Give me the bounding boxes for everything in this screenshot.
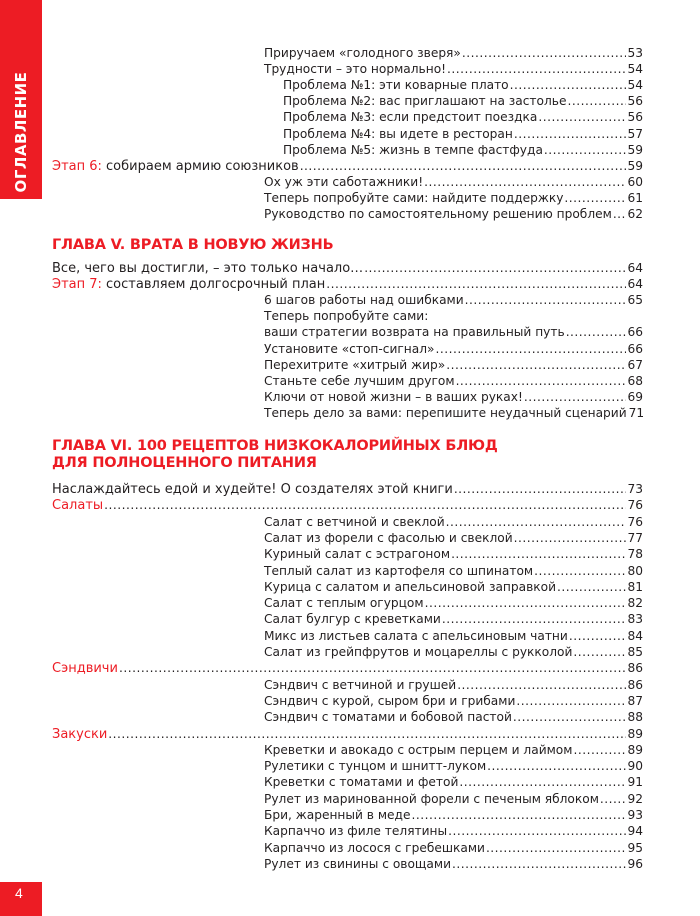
toc-entry-page: 88 — [627, 710, 643, 725]
toc-entry-title — [52, 482, 453, 498]
toc-entry[interactable] — [52, 726, 643, 743]
dot-leader — [567, 93, 626, 109]
toc-entry-title — [264, 389, 523, 405]
dot-leader — [435, 341, 626, 357]
toc-entry-text: Рулетики с тунцом и шнитт-луком — [264, 759, 487, 774]
toc-entry-title — [264, 206, 612, 222]
toc-entry-text: Курица с салатом и апельсиновой заправкой — [264, 579, 557, 594]
toc-entry[interactable] — [264, 563, 643, 579]
toc-entry-page: 93 — [627, 808, 643, 822]
dot-leader — [513, 709, 627, 725]
dot-leader — [451, 546, 626, 562]
toc-entry[interactable] — [264, 389, 643, 405]
toc-entry[interactable] — [264, 774, 643, 790]
toc-entry[interactable] — [283, 142, 643, 158]
toc-entry-text: Трудности – это нормально! — [264, 62, 447, 77]
toc-entry-text: Проблема №2: вас приглашают на застолье — [283, 94, 567, 109]
dot-leader — [447, 61, 626, 77]
dot-leader — [569, 628, 627, 644]
dot-leader — [534, 563, 626, 579]
toc-entry[interactable] — [264, 206, 643, 222]
toc-entry-title — [264, 579, 556, 595]
toc-entry-title — [264, 373, 455, 389]
toc-entry-text: Сэндвич с курой, сыром бри и грибами — [264, 693, 516, 708]
toc-entry[interactable] — [283, 77, 643, 93]
toc-entry-page: 64 — [627, 277, 643, 292]
toc-entry-title — [264, 709, 512, 725]
toc-entry-page: 89 — [627, 726, 643, 741]
toc-entry[interactable] — [264, 791, 643, 807]
dot-leader — [457, 677, 626, 693]
toc-entry-page: 56 — [627, 94, 643, 109]
dot-leader — [424, 174, 626, 190]
toc-entry-text: Бри, жаренный в меде — [264, 808, 411, 822]
toc-entry-title — [264, 357, 445, 373]
toc-entry-title — [264, 758, 486, 774]
toc-entry-page: 62 — [627, 207, 643, 221]
toc-entry[interactable] — [264, 628, 643, 644]
toc-entry[interactable] — [264, 514, 643, 530]
toc-entry-text: Ох уж эти саботажники! — [264, 174, 424, 189]
dot-leader — [600, 791, 627, 807]
toc-entry-text: Ключи от новой жизни – в ваших руках! — [264, 389, 523, 404]
toc-entry-page: 92 — [627, 791, 643, 806]
toc-entry-text: Руководство по самостоятельному решению проблем — [264, 207, 612, 221]
toc-entry-label: Салаты — [52, 498, 104, 514]
toc-entry-text: Теперь попробуйте сами: — [264, 309, 429, 324]
toc-entry[interactable] — [283, 93, 643, 109]
toc-entry-text: Теплый салат из картофеля со шпинатом — [264, 563, 534, 578]
toc-entry-page: 90 — [627, 759, 643, 774]
toc-entry[interactable] — [264, 709, 643, 725]
toc-entry-page: 94 — [627, 824, 643, 839]
toc-entry-page: 76 — [627, 514, 643, 529]
toc-entry-text: Проблема №3: если предстоит поездка — [283, 110, 538, 125]
toc-entry-text: Проблема №1: эти коварные плато — [283, 78, 509, 93]
dot-leader — [446, 514, 627, 530]
toc-entry-page: 91 — [627, 775, 643, 790]
toc-entry-page: 66 — [627, 341, 643, 356]
dot-leader — [300, 158, 627, 174]
toc-entry[interactable] — [264, 324, 643, 340]
toc-entry-title — [264, 823, 447, 839]
toc-entry-title — [283, 93, 566, 109]
toc-entry[interactable] — [264, 45, 643, 61]
toc-entry-page: 96 — [627, 856, 643, 871]
toc-entry[interactable] — [264, 190, 643, 206]
toc-entry-title — [52, 661, 118, 677]
toc-entry-text: Креветки и авокадо с острым перцем и лаймом — [264, 742, 573, 757]
toc-entry-title — [264, 807, 410, 823]
toc-entry[interactable] — [264, 693, 643, 709]
toc-entry-page: 56 — [627, 110, 643, 125]
toc-entry-text: Микс из листьев салата с апельсиновым чатни — [264, 628, 568, 643]
toc-entry[interactable] — [283, 109, 643, 125]
toc-entry[interactable] — [52, 660, 643, 677]
toc-entry-page: 87 — [627, 693, 643, 708]
dot-leader — [487, 758, 626, 774]
toc-entry-title — [264, 174, 423, 190]
toc-entry-title — [264, 530, 513, 546]
toc-entry-title — [264, 563, 533, 579]
toc-entry[interactable] — [264, 840, 643, 856]
toc-entry-text: Салат булгур с креветками — [264, 612, 441, 627]
dot-leader — [514, 126, 627, 142]
toc-entry-text: Теперь попробуйте сами: найдите поддержку — [264, 190, 564, 205]
toc-entry-page: 68 — [627, 373, 643, 388]
dot-leader — [462, 45, 627, 61]
toc-entry-title — [264, 774, 458, 790]
toc-entry-title — [264, 742, 572, 758]
toc-entry-page: 83 — [627, 612, 643, 627]
chapter5-title: ГЛАВА V. ВРАТА В НОВУЮ ЖИЗНЬ — [52, 237, 334, 253]
toc-entry-title — [264, 546, 450, 562]
toc-entry-label: Закуски — [52, 726, 108, 742]
dot-leader — [411, 807, 626, 823]
dot-leader — [108, 726, 626, 742]
toc-entry-page: 77 — [627, 530, 643, 545]
dot-leader — [104, 497, 626, 513]
toc-entry-text: Наслаждайтесь едой и худейте! О создателях этой книги — [52, 482, 453, 497]
toc-entry[interactable] — [264, 595, 643, 611]
toc-entry-page: 54 — [627, 78, 643, 93]
toc-entry[interactable] — [52, 276, 643, 293]
toc-entry[interactable] — [264, 174, 643, 190]
toc-entry[interactable] — [264, 308, 643, 324]
toc-entry[interactable] — [264, 742, 643, 758]
page-number: 4 — [15, 885, 23, 901]
dot-leader — [425, 595, 627, 611]
toc-entry-text: составляем долгосрочный план — [101, 277, 326, 293]
toc-entry[interactable] — [264, 644, 643, 660]
toc-entry-title — [264, 292, 464, 308]
toc-entry-title — [264, 644, 572, 660]
toc-entry-title — [264, 514, 445, 530]
toc-entry-text: Проблема №5: жизнь в темпе фастфуда — [283, 142, 543, 157]
toc-entry-page: 95 — [627, 840, 643, 855]
toc-entry-title — [283, 142, 543, 158]
toc-entry-page: 76 — [627, 498, 643, 513]
dot-leader — [538, 109, 626, 125]
toc-entry-title — [264, 324, 565, 340]
toc-entry-text: Все, чего вы достигли, – это только начало… — [52, 261, 364, 276]
toc-entry-title — [283, 77, 509, 93]
toc-entry[interactable] — [264, 546, 643, 562]
toc-entry-text: Перехитрите «хитрый жир» — [264, 357, 446, 372]
toc-entry-page: 64 — [627, 261, 643, 275]
toc-entry-page: 57 — [627, 126, 643, 141]
dot-leader — [524, 389, 627, 405]
toc-entry-title — [264, 595, 424, 611]
toc-entry-title — [52, 727, 107, 743]
toc-entry-title — [52, 277, 325, 293]
toc-entry-page: 61 — [627, 190, 643, 205]
toc-entry-text: Сэндвич с ветчиной и грушей — [264, 677, 457, 692]
toc-entry-title — [264, 45, 461, 61]
toc-entry-page: 59 — [627, 142, 643, 157]
toc-entry-text: Приручаем «голодного зверя» — [264, 46, 461, 60]
toc-entry[interactable] — [264, 357, 643, 373]
toc-entry-page: 60 — [627, 174, 643, 189]
dot-leader — [456, 373, 627, 389]
toc-entry-title — [264, 628, 568, 644]
toc-entry-text: Рулет из свинины с овощами — [264, 856, 451, 871]
toc-entry-page: 73 — [627, 482, 643, 496]
section-tab — [0, 0, 42, 199]
toc-entry[interactable] — [264, 856, 643, 872]
dot-leader — [557, 579, 626, 595]
toc-entry-page: 89 — [627, 742, 643, 757]
dot-leader — [119, 660, 627, 676]
toc-entry-title — [264, 791, 599, 807]
dot-leader — [448, 823, 626, 839]
toc-entry-page: 65 — [627, 293, 643, 308]
toc-entry-title — [264, 677, 456, 693]
toc-entry-text: Карпаччо из лосося с гребешками — [264, 840, 485, 855]
toc-entry-title — [264, 190, 563, 206]
toc-entry-text: Проблема №4: вы идете в ресторан — [283, 126, 513, 141]
dot-leader — [573, 742, 626, 758]
toc-entry-text: Установите «стоп-сигнал» — [264, 341, 435, 356]
toc-entry-text: ваши стратегии возврата на правильный путь — [264, 325, 565, 340]
toc-entry-text: Куриный салат с эстрагоном — [264, 547, 451, 562]
dot-leader — [446, 357, 626, 373]
toc-entry[interactable] — [52, 481, 643, 498]
toc-entry-page: 78 — [627, 547, 643, 562]
toc-entry-label: Этап 6: — [52, 158, 102, 174]
toc-entry-page: 80 — [627, 563, 643, 578]
toc-entry-text: Салат с теплым огурцом — [264, 596, 424, 611]
toc-entry-page: 69 — [627, 389, 643, 404]
dot-leader — [613, 206, 627, 222]
toc-entry-title — [264, 405, 627, 421]
toc-entry[interactable] — [52, 260, 643, 277]
toc-entry-title — [264, 856, 451, 872]
toc-entry-page: 59 — [627, 158, 643, 173]
toc-entry[interactable] — [264, 292, 643, 308]
toc-entry-text: 6 шагов работы над ошибками — [264, 293, 464, 308]
toc-entry-title — [264, 308, 428, 324]
toc-entry-page: 82 — [627, 596, 643, 611]
dot-leader — [566, 324, 627, 340]
toc-entry[interactable] — [264, 807, 643, 823]
toc-entry[interactable] — [264, 823, 643, 839]
toc-entry-page: 86 — [627, 661, 643, 676]
toc-entry[interactable] — [264, 405, 643, 421]
toc-entry-title — [283, 109, 537, 125]
toc-entry-page: 71 — [628, 405, 645, 420]
dot-leader — [510, 77, 627, 93]
toc-entry[interactable] — [264, 579, 643, 595]
dot-leader — [326, 276, 626, 292]
toc-entry-text: Карпаччо из филе телятины — [264, 824, 448, 839]
dot-leader — [516, 693, 626, 709]
dot-leader — [564, 190, 626, 206]
toc-entry-page: 85 — [627, 645, 643, 659]
toc-entry-page: 84 — [627, 628, 643, 643]
toc-entry[interactable] — [264, 373, 643, 389]
toc-entry-title — [264, 611, 441, 627]
dot-leader — [544, 142, 627, 158]
toc-entry[interactable] — [264, 758, 643, 774]
toc-entry[interactable] — [264, 61, 643, 77]
dot-leader — [514, 530, 627, 546]
toc-entry[interactable] — [264, 677, 643, 693]
toc-entry-text: Рулет из маринованной форели с печеным яблоком — [264, 791, 599, 806]
toc-entry-title — [52, 261, 363, 277]
toc-entry-text: Салат из форели с фасолью и свеклой — [264, 530, 513, 545]
toc-entry-title — [264, 341, 434, 357]
toc-entry[interactable] — [52, 158, 643, 175]
toc-entry-title — [283, 126, 513, 142]
dot-leader — [454, 481, 627, 497]
toc-entry-label: Этап 7: — [52, 277, 102, 293]
toc-entry-page: 53 — [627, 46, 643, 60]
toc-entry-text: Салат с ветчиной и свеклой — [264, 514, 445, 529]
dot-leader — [459, 774, 626, 790]
chapter6-title-line1: ГЛАВА VI. 100 РЕЦЕПТОВ НИЗКОКАЛОРИЙНЫХ БЛЮД — [52, 438, 498, 454]
toc-entry-text: Креветки с томатами и фетой — [264, 775, 459, 790]
toc-entry[interactable] — [264, 611, 643, 627]
toc-entry[interactable] — [283, 126, 643, 142]
section-tab-label: ОГЛАВЛЕНИЕ — [12, 71, 30, 193]
dot-leader — [452, 856, 626, 872]
toc-entry-text: Теперь дело за вами: перепишите неудачный сценарий — [264, 405, 627, 420]
dot-leader — [364, 260, 626, 276]
toc-entry-page: 86 — [627, 677, 643, 692]
dot-leader — [486, 840, 627, 856]
chapter6-title-line2: ДЛЯ ПОЛНОЦЕННОГО ПИТАНИЯ — [52, 455, 317, 471]
toc-entry-title — [264, 61, 446, 77]
toc-entry-text: Сэндвич с томатами и бобовой пастой — [264, 710, 512, 725]
toc-entry-text: Салат из грейпфрутов и моцареллы с рукколой — [264, 645, 573, 659]
dot-leader — [442, 611, 627, 627]
page-number-box — [0, 882, 42, 916]
toc-entry-title — [264, 840, 485, 856]
toc-entry-title — [264, 693, 515, 709]
toc-entry[interactable] — [52, 497, 643, 514]
dot-leader — [573, 644, 626, 660]
toc-entry-page: 81 — [627, 579, 643, 594]
toc-entry-page: 67 — [627, 357, 643, 372]
toc-entry-text: Станьте себе лучшим другом — [264, 373, 455, 388]
toc-entry-title — [52, 498, 103, 514]
toc-entry[interactable] — [264, 341, 643, 357]
toc-entry-page: 54 — [627, 62, 643, 77]
toc-entry[interactable] — [264, 530, 643, 546]
dot-leader — [465, 292, 627, 308]
toc-entry-text: собираем армию союзников — [101, 158, 299, 174]
toc-entry-label: Сэндвичи — [52, 661, 118, 677]
toc-entry-page: 66 — [627, 325, 643, 340]
toc-entry-title — [52, 159, 299, 175]
